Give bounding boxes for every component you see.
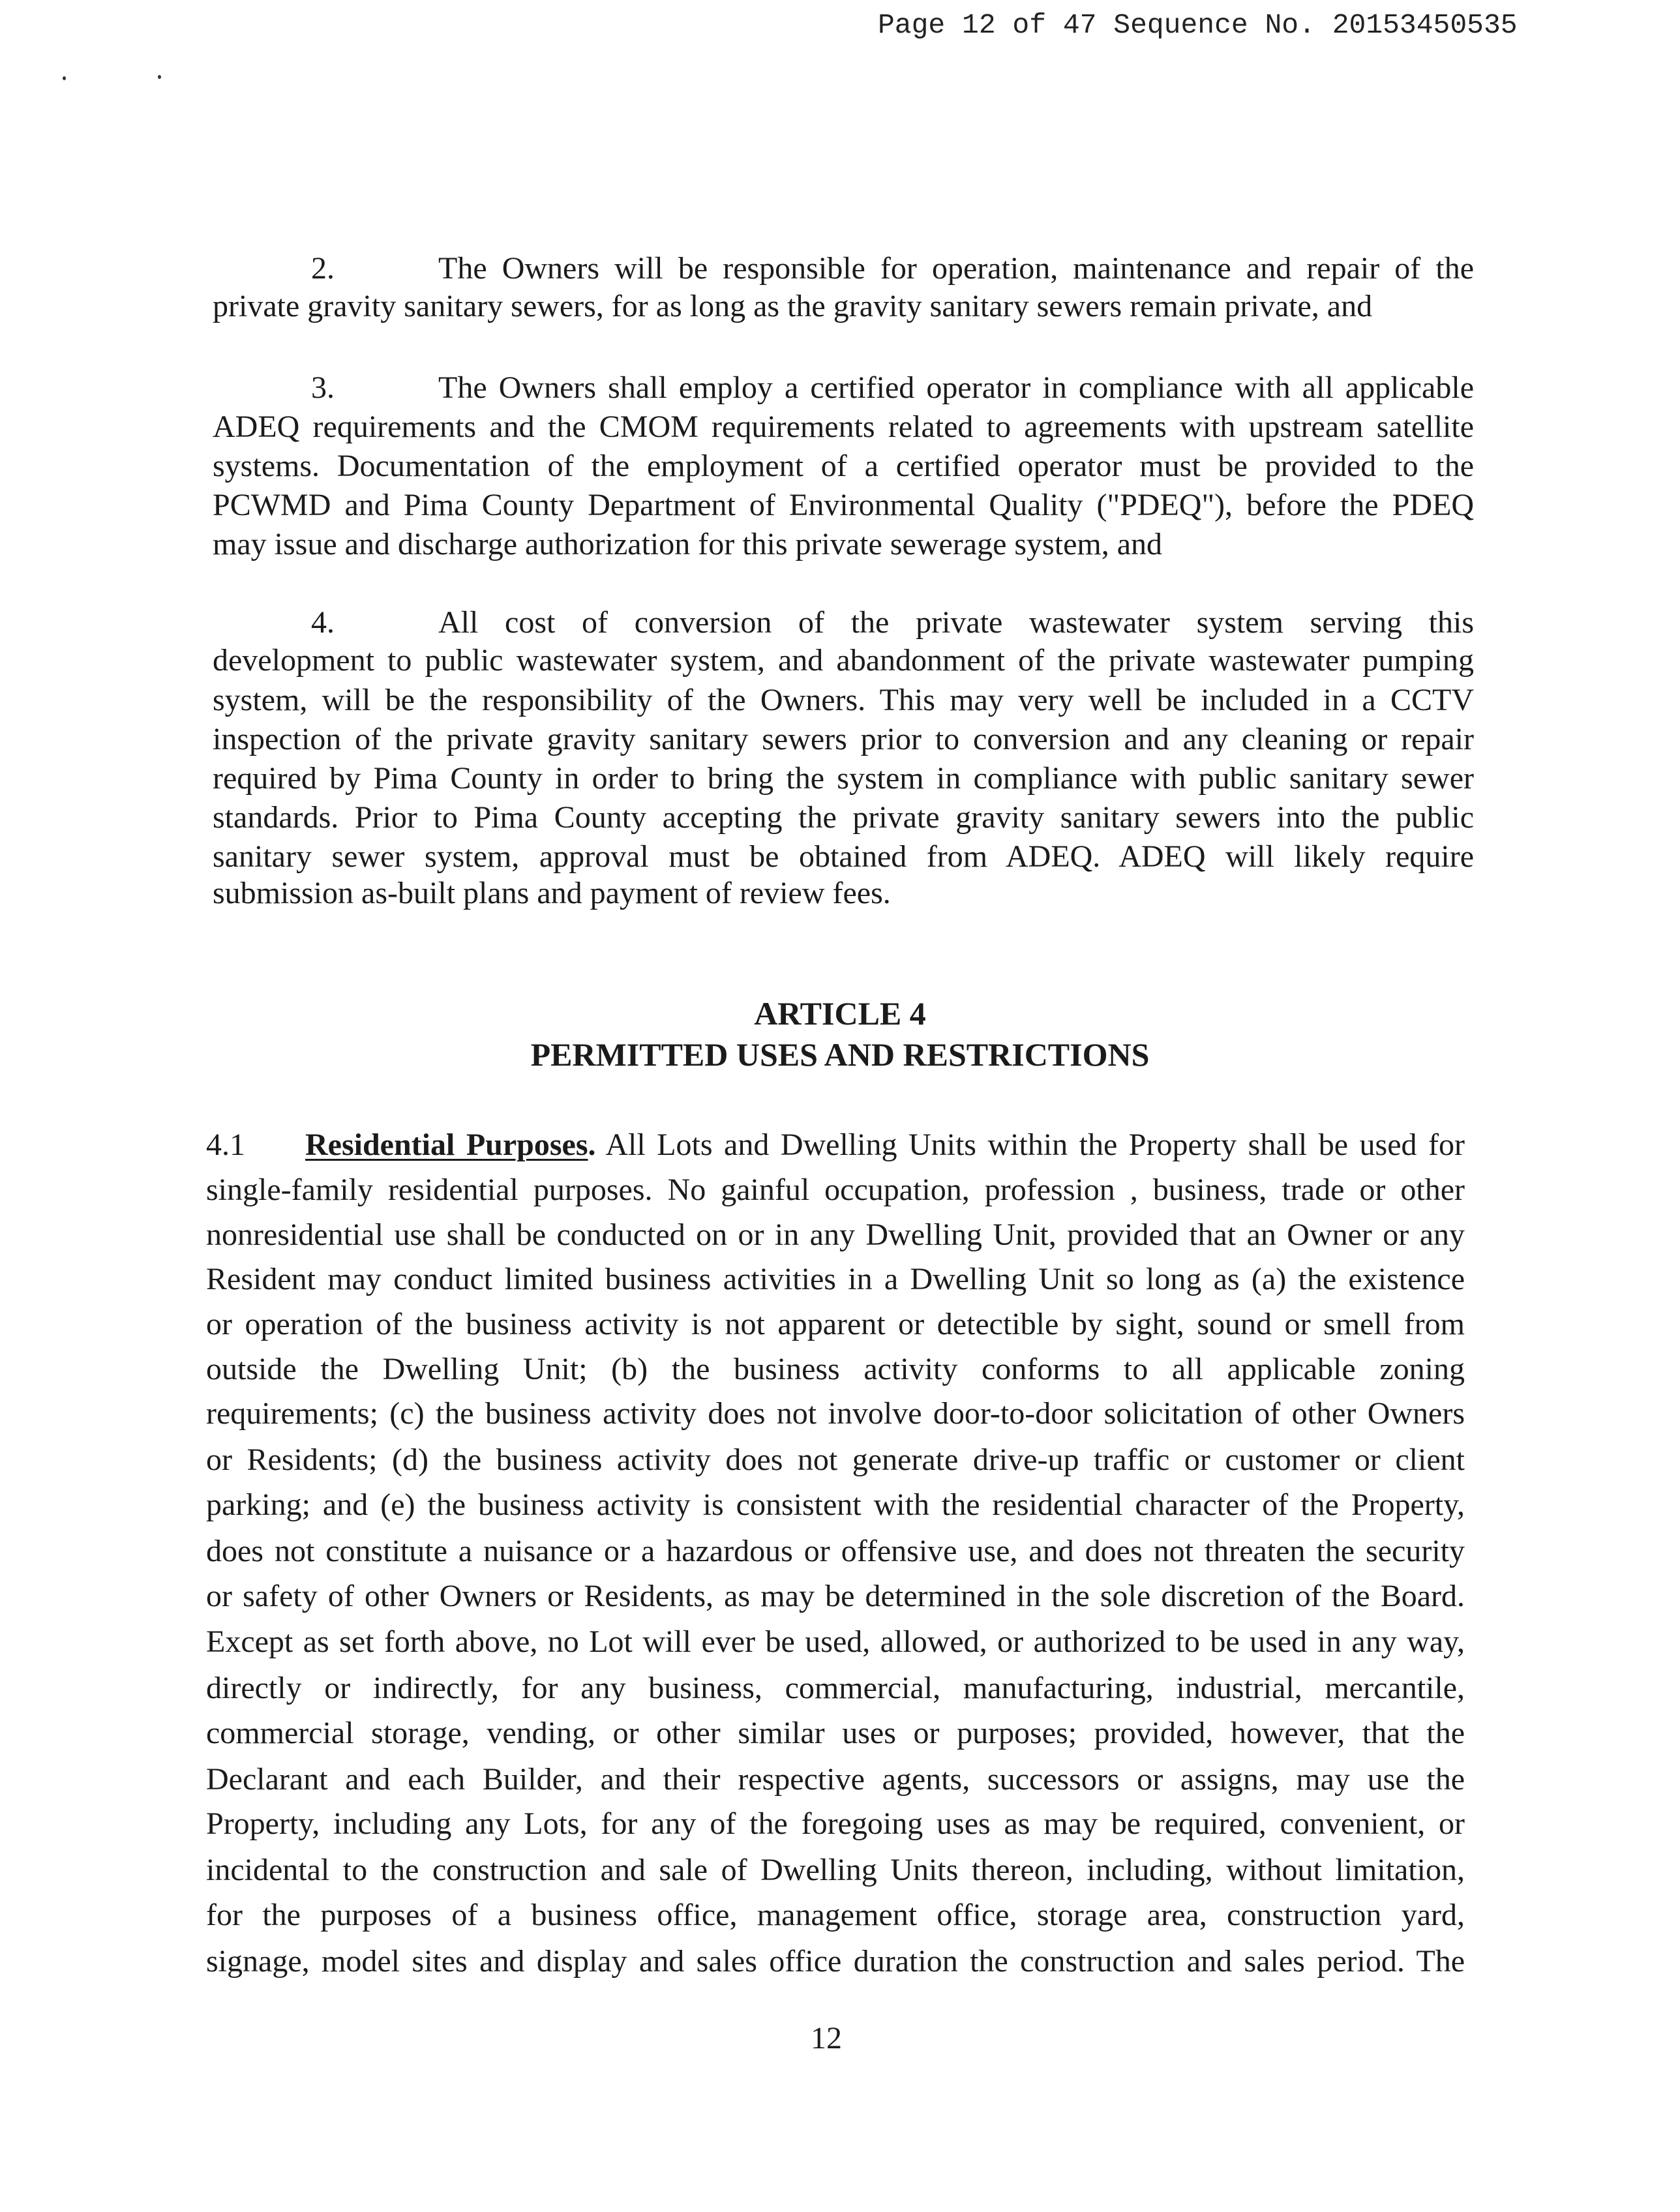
paragraph-line: may issue and discharge authorization for this private sewerage system, and: [213, 527, 1163, 561]
paragraph-line: standards. Prior to Pima County accepting the private gravity sanitary sewers into the public: [213, 800, 1474, 835]
section-heading: Residential Purposes: [305, 1128, 588, 1162]
paragraph-number: 4.: [311, 605, 335, 640]
paragraph-line: The Owners will be responsible for operation, maintenance and repair of the: [438, 251, 1474, 286]
section-line: signage, model sites and display and sales office duration the construction and sales period. The: [206, 1944, 1465, 1979]
section-line: commercial storage, vending, or other similar uses or purposes; provided, however, that the: [206, 1716, 1465, 1750]
section-line: for the purposes of a business office, management office, storage area, construction yard,: [206, 1898, 1465, 1932]
section-line: outside the Dwelling Unit; (b) the business activity conforms to all applicable zoning: [206, 1352, 1465, 1386]
section-line: requirements; (c) the business activity does not involve door-to-door solicitation of other Owners: [206, 1396, 1465, 1431]
section-line: single-family residential purposes. No gainful occupation, profession , business, trade or other: [206, 1173, 1465, 1207]
section-first-line: [305, 1126, 1465, 1165]
paragraph-line: system, will be the responsibility of the Owners. This may very well be included in a CCTV: [213, 683, 1474, 717]
section-line: Except as set forth above, no Lot will ever be used, allowed, or authorized to be used in any way,: [206, 1624, 1465, 1659]
section-line: or operation of the business activity is not apparent or detectible by sight, sound or smell from: [206, 1307, 1465, 1341]
section-line: parking; and (e) the business activity is consistent with the residential character of the Property,: [206, 1487, 1465, 1522]
section-line: or safety of other Owners or Residents, as may be determined in the sole discretion of the Board.: [206, 1579, 1465, 1613]
paragraph-line: submission as-built plans and payment of review fees.: [213, 876, 891, 910]
paragraph-line: All cost of conversion of the private wastewater system serving this: [438, 605, 1474, 640]
section-line: or Residents; (d) the business activity does not generate drive-up traffic or customer or client: [206, 1442, 1465, 1477]
section-line: Resident may conduct limited business activities in a Dwelling Unit so long as (a) the existence: [206, 1262, 1465, 1296]
paragraph-line: ADEQ requirements and the CMOM requirements related to agreements with upstream satellite: [213, 410, 1474, 444]
paragraph-line: systems. Documentation of the employment of a certified operator must be provided to the: [213, 449, 1474, 483]
paragraph-line: sanitary sewer system, approval must be obtained from ADEQ. ADEQ will likely require: [213, 839, 1474, 874]
section-line: directly or indirectly, for any business, commercial, manufacturing, industrial, mercantile,: [206, 1671, 1465, 1705]
scan-speck: [63, 76, 66, 80]
paragraph-number: 2.: [311, 251, 335, 286]
paragraph-number: 3.: [311, 370, 335, 405]
section-line: Property, including any Lots, for any of the foregoing uses as may be required, convenient, or: [206, 1806, 1465, 1841]
section-line: does not constitute a nuisance or a hazardous or offensive use, and does not threaten the security: [206, 1534, 1465, 1568]
scan-speck: [158, 75, 161, 79]
section-first-line-text: All Lots and Dwelling Units within the Property shall be used for: [595, 1128, 1465, 1162]
paragraph-line: development to public wastewater system, and abandonment of the private wastewater pumping: [213, 643, 1474, 678]
section-number: 4.1: [206, 1128, 245, 1162]
article-subtitle: PERMITTED USES AND RESTRICTIONS: [530, 1036, 1150, 1073]
article-title: ARTICLE 4: [754, 995, 926, 1032]
page-number: 12: [811, 2021, 842, 2055]
paragraph-line: required by Pima County in order to bring the system in compliance with public sanitary sewer: [213, 761, 1474, 796]
sequence-stamp: Page 12 of 47 Sequence No. 20153450535: [878, 9, 1518, 41]
section-line: incidental to the construction and sale of Dwelling Units thereon, including, without limitation,: [206, 1853, 1465, 1887]
paragraph-line: The Owners shall employ a certified operator in compliance with all applicable: [438, 370, 1474, 405]
paragraph-line: inspection of the private gravity sanitary sewers prior to conversion and any cleaning or repair: [213, 722, 1474, 756]
section-line: Declarant and each Builder, and their respective agents, successors or assigns, may use the: [206, 1762, 1465, 1797]
section-heading-punct: .: [588, 1128, 596, 1162]
paragraph-line: PCWMD and Pima County Department of Environmental Quality ("PDEQ"), before the PDEQ: [213, 488, 1474, 522]
paragraph-line: private gravity sanitary sewers, for as long as the gravity sanitary sewers remain private, and: [213, 289, 1373, 323]
section-line: nonresidential use shall be conducted on or in any Dwelling Unit, provided that an Owner or any: [206, 1218, 1465, 1252]
